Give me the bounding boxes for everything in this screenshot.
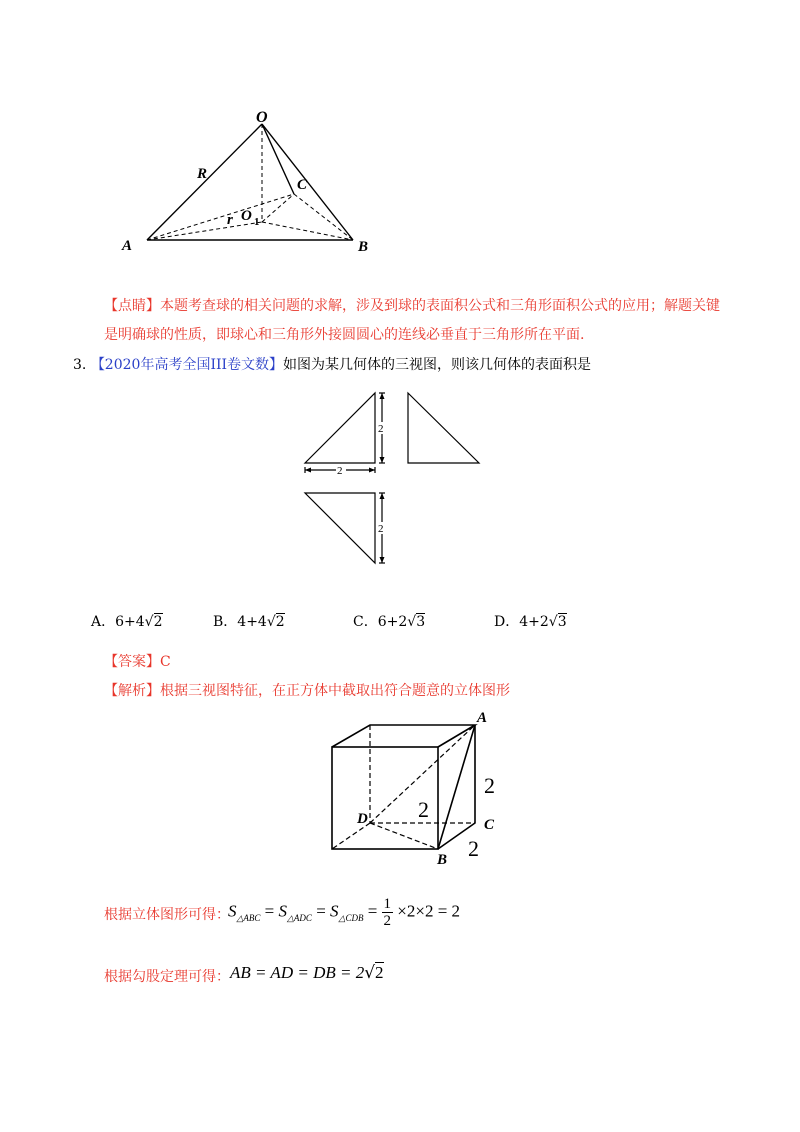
formula-2-prefix: 根据勾股定理可得： [104, 969, 230, 985]
formula-1 [104, 890, 604, 934]
cube-label-B: B [437, 852, 448, 868]
question-number: 3. [73, 357, 87, 373]
cube-label-A: A [477, 710, 488, 726]
pyramid-figure [110, 100, 390, 260]
cube-label-edge-bottom: 2 [468, 836, 479, 861]
sqrt-sign: √ [407, 614, 417, 630]
label-O1: O [241, 208, 252, 224]
answer-value: C [160, 654, 171, 670]
label-O: O [256, 109, 268, 126]
cube-label-edge-right: 2 [484, 773, 495, 798]
formula-2 [104, 958, 604, 988]
cube-label-D: D [357, 811, 368, 827]
formula-2-expr: AB = AD = DB = 2√2 [230, 963, 384, 983]
label-R: R [197, 166, 208, 182]
label-O1-sub: 1 [254, 216, 260, 228]
label-A: A [122, 238, 133, 254]
option-a[interactable]: A．6+4√2 [91, 614, 163, 630]
edge-OB [262, 124, 353, 240]
front-view [305, 393, 375, 463]
question-source: 【2020年高考全国III卷文数】 [90, 357, 284, 373]
front-width-label: 2 [337, 465, 343, 477]
sqrt-sign: √ [364, 963, 376, 983]
label-C: C [297, 177, 308, 193]
remark-line2: 是明确球的性质，即球心和三角形外接圆圆心的连线必垂直于三角形所在平面. [104, 327, 585, 343]
top-depth-label: 2 [378, 523, 384, 535]
formula-1-expr: $S_{\triangle ABC} = S_{\triangle ADC} = S_{\triangle CDB}$ = $\frac{1}{2}$ ×2×2 = 2 [228, 896, 461, 929]
sqrt-sign: √ [548, 614, 558, 630]
side-view [408, 393, 479, 463]
question-3 [73, 354, 753, 376]
cube-figure [320, 705, 510, 870]
option-b[interactable]: B．4+4√2 [213, 614, 285, 630]
remark [104, 292, 744, 350]
option-d[interactable]: D．4+2√3 [494, 614, 567, 630]
label-B: B [358, 239, 369, 255]
question-text: 如图为某几何体的三视图，则该几何体的表面积是 [283, 357, 592, 373]
options [91, 611, 731, 635]
option-c[interactable]: C．6+2√3 [353, 614, 426, 630]
analysis [104, 680, 510, 702]
answer [104, 651, 171, 673]
frac-num: 1 [383, 896, 392, 912]
top-view [305, 493, 375, 563]
frac-den: 2 [383, 913, 392, 929]
cube-label-diag: 2 [418, 797, 429, 822]
answer-tag: 【答案】 [104, 654, 160, 670]
analysis-text: 根据三视图特征，在正方体中截取出符合题意的立体图形 [160, 683, 510, 699]
remark-line1: 本题考查球的相关问题的求解，涉及到球的表面积公式和三角形面积公式的应用；解题关键 [160, 298, 720, 314]
remark-tag: 【点睛】 [104, 298, 160, 314]
sqrt-sign: √ [266, 614, 276, 630]
three-views-figure [296, 385, 496, 570]
label-r: r [227, 212, 233, 228]
analysis-tag: 【解析】 [104, 683, 160, 699]
sqrt-sign: √ [144, 614, 154, 630]
front-height-label: 2 [378, 423, 384, 435]
formula-1-prefix: 根据立体图形可得： [104, 907, 230, 923]
cube-label-C: C [484, 817, 495, 833]
